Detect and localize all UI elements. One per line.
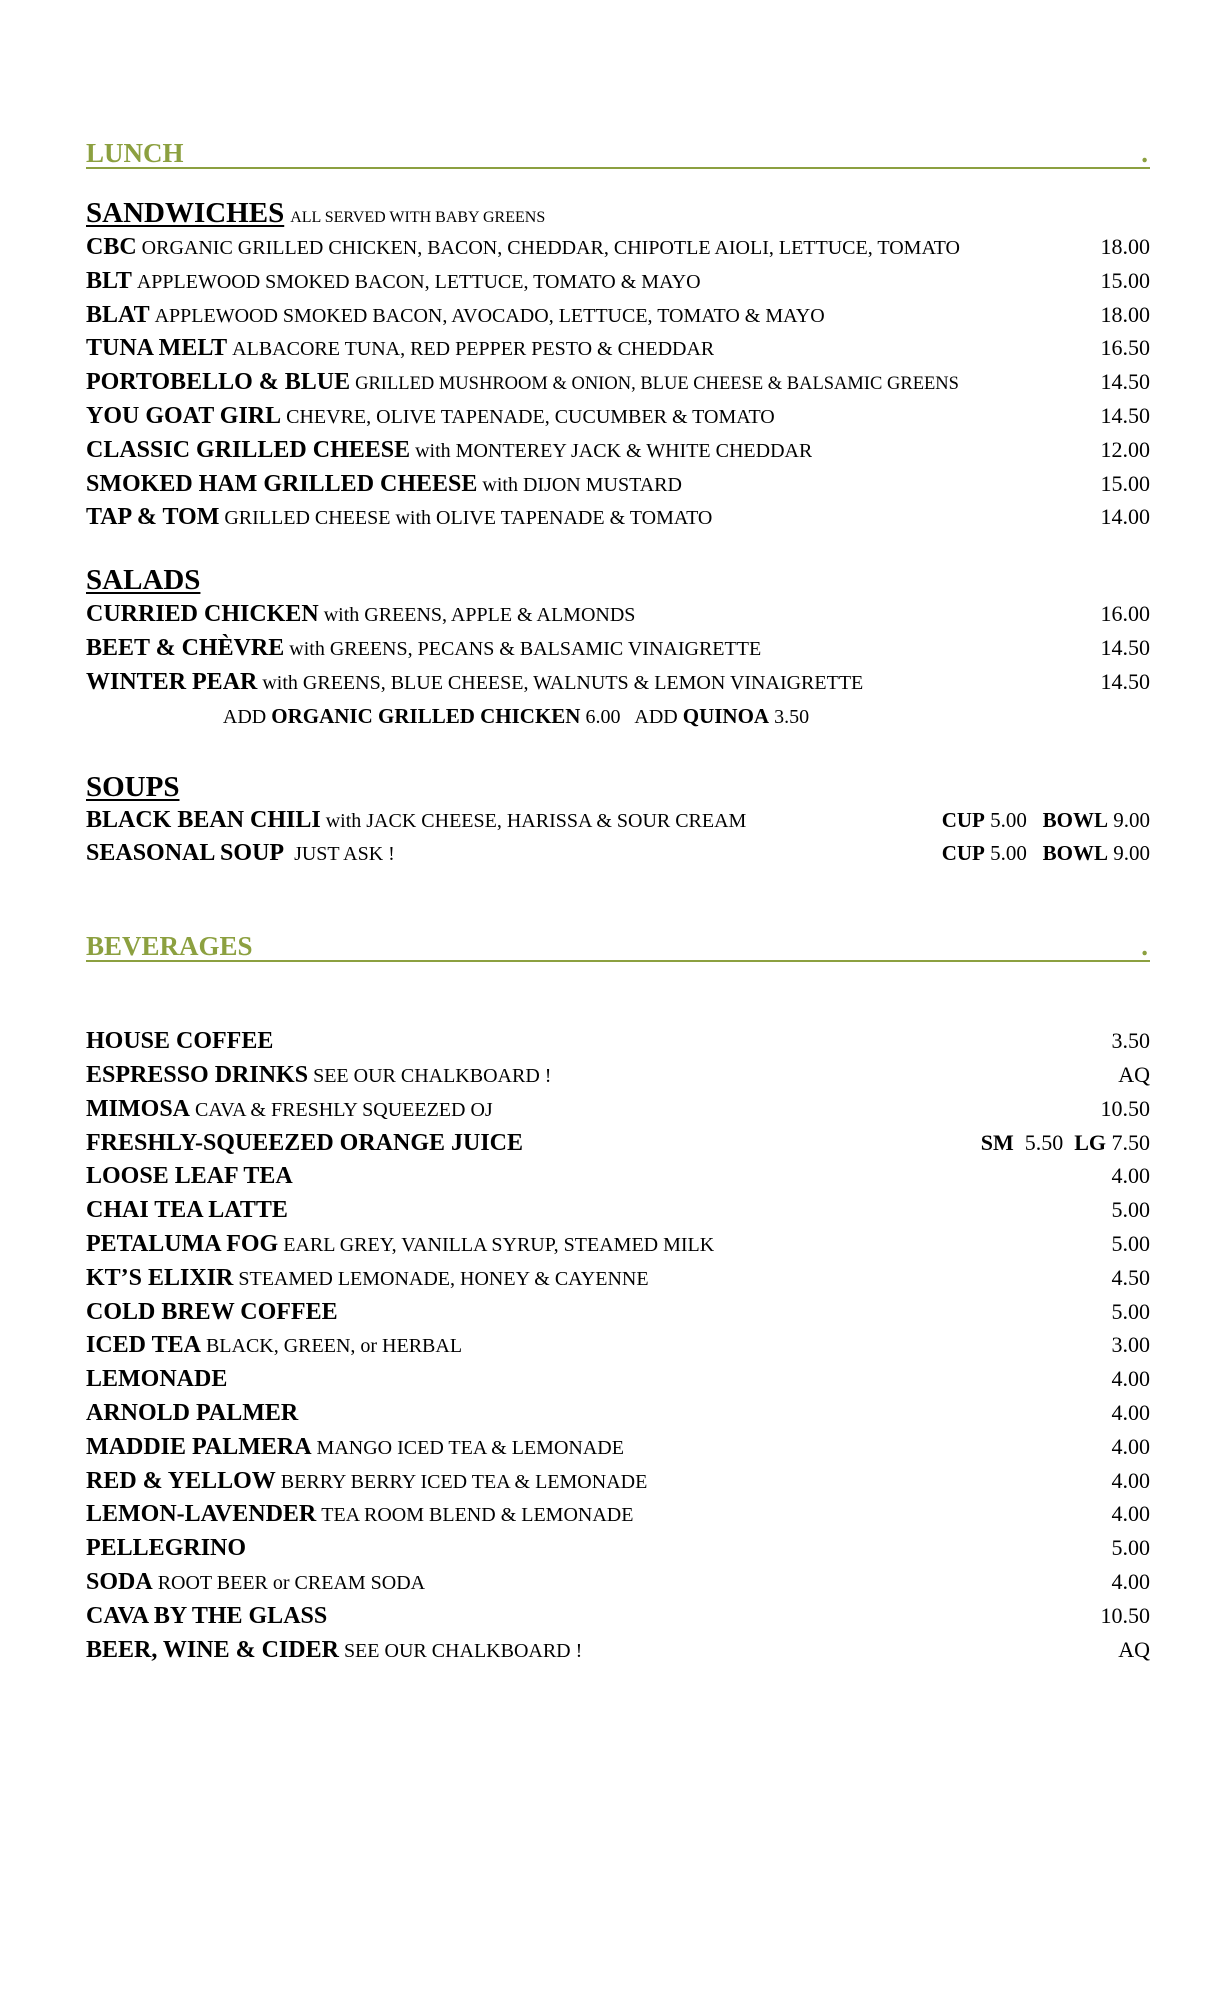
item-name: MADDIE PALMERA [86,1433,312,1460]
salad-addons [106,699,926,733]
item-name: BLACK BEAN CHILI [86,806,321,833]
item-price: 18.00 [1100,301,1150,327]
sm-label: SM [980,1129,1014,1155]
item-price: 15.00 [1100,470,1150,496]
sandwiches-list [86,230,1150,534]
item-name: SODA [86,1568,153,1595]
item-desc: APPLEWOOD SMOKED BACON, LETTUCE, TOMATO & MAYO [136,270,701,293]
lunch-heading [86,140,1150,169]
menu-item [86,1295,1150,1329]
item-price: 5.00 [1111,1535,1150,1561]
sandwiches-heading [86,197,1150,230]
menu-item [86,1599,1150,1633]
item-name: MIMOSA [86,1095,190,1122]
item-name: BEET & CHÈVRE [86,634,285,661]
item-price: 12.00 [1100,436,1150,462]
item-name: CLASSIC GRILLED CHEESE [86,436,411,463]
item-desc: GRILLED MUSHROOM & ONION, BLUE CHEESE & BALSAMIC GREENS [355,374,959,395]
item-price: 4.00 [1111,1399,1150,1425]
menu-item [86,1193,1150,1227]
item-name: LEMON-LAVENDER [86,1501,317,1528]
item-name: CHAI TEA LATTE [86,1197,288,1224]
item-name: TUNA MELT [86,335,228,362]
menu-item [86,467,1150,501]
soups-list [86,804,1150,872]
item-price: 18.00 [1100,234,1150,259]
item-name: LOOSE LEAF TEA [86,1163,293,1190]
salads-list [86,597,1150,732]
item-price: 4.00 [1111,1467,1150,1493]
menu-item [86,1092,1150,1126]
menu-page [86,140,1150,1666]
salads-title: SALADS [86,564,201,597]
menu-item [86,298,1150,332]
menu-item [86,665,1150,699]
item-price: 15.00 [1100,267,1150,293]
menu-item [86,837,1150,871]
size-prices [981,1126,1150,1160]
item-name: HOUSE COFFEE [86,1028,274,1055]
cup-label: CUP [941,841,985,866]
sm-price: 5.50 [1024,1129,1064,1155]
item-desc: with GREENS, APPLE & ALMONDS [323,604,636,627]
addon-quinoa-price: 3.50 [774,705,810,728]
item-desc: with MONTEREY JACK & WHITE CHEDDAR [415,439,813,462]
item-price: AQ [1118,1061,1150,1087]
item-price: 16.00 [1100,601,1150,627]
item-price: 14.50 [1100,369,1150,395]
beverages-heading-end: . [1141,931,1148,962]
item-name: PORTOBELLO & BLUE [86,369,351,396]
cup-price: 5.00 [990,807,1027,832]
item-name: ICED TEA [86,1332,201,1359]
menu-item [86,1464,1150,1498]
menu-item [86,230,1150,264]
bowl-price: 9.00 [1113,807,1150,832]
item-price: AQ [1118,1636,1150,1662]
item-desc: CHEVRE, OLIVE TAPENADE, CUCUMBER & TOMATO [286,405,775,428]
item-desc: BERRY BERRY ICED TEA & LEMONADE [280,1470,648,1493]
item-name: ESPRESSO DRINKS [86,1061,309,1088]
item-desc: SEE OUR CHALKBOARD ! [343,1639,583,1662]
beverages-heading-text: BEVERAGES [86,931,253,962]
item-price: 5.00 [1111,1230,1150,1256]
item-name: BLAT [86,301,150,328]
menu-item [86,804,1150,838]
beverages-list [86,1024,1150,1666]
item-price: 4.50 [1111,1264,1150,1290]
soup-prices [942,804,1150,838]
bowl-label: BOWL [1042,807,1108,832]
item-name: BEER, WINE & CIDER [86,1636,339,1663]
menu-item [86,1497,1150,1531]
item-desc: BLACK, GREEN, or HERBAL [205,1335,463,1358]
salads-heading [86,564,1150,597]
item-name: WINTER PEAR [86,668,258,695]
soups-title: SOUPS [86,770,180,803]
menu-item [86,331,1150,365]
bowl-price: 9.00 [1113,841,1150,866]
menu-item [86,1024,1150,1058]
item-desc: SEE OUR CHALKBOARD ! [313,1064,552,1087]
item-name: ARNOLD PALMER [86,1399,299,1426]
menu-item [86,1328,1150,1362]
item-price: 4.00 [1111,1568,1150,1594]
item-desc: JUST ASK ! [294,843,395,866]
item-name: KT’S ELIXIR [86,1264,234,1291]
item-name: TAP & TOM [86,504,220,531]
menu-item [86,597,1150,631]
item-name: FRESHLY-SQUEEZED ORANGE JUICE [86,1129,524,1156]
item-price: 14.00 [1100,504,1150,530]
beverages-heading [86,933,1150,962]
item-desc: with JACK CHEESE, HARISSA & SOUR CREAM [325,809,747,832]
menu-item [86,1126,1150,1160]
item-price: 4.00 [1111,1366,1150,1392]
lg-price: 7.50 [1111,1129,1150,1155]
item-price: 5.00 [1111,1197,1150,1223]
bowl-label: BOWL [1042,841,1108,866]
item-name: RED & YELLOW [86,1467,276,1494]
menu-item [86,264,1150,298]
menu-item [86,500,1150,534]
item-desc: CAVA & FRESHLY SQUEEZED OJ [195,1098,493,1121]
item-name: SEASONAL SOUP [86,840,285,867]
item-price: 4.00 [1111,1433,1150,1459]
menu-item [86,1261,1150,1295]
item-desc: MANGO ICED TEA & LEMONADE [316,1436,624,1459]
item-desc: ROOT BEER or CREAM SODA [157,1571,426,1594]
item-desc: TEA ROOM BLEND & LEMONADE [321,1504,634,1527]
item-desc: with GREENS, BLUE CHEESE, WALNUTS & LEMON VINAIGRETTE [262,671,864,694]
item-name: CBC [86,234,137,260]
soup-prices [942,837,1150,871]
item-price: 10.50 [1100,1602,1150,1628]
addon-chicken: ORGANIC GRILLED CHICKEN [271,703,581,728]
item-desc: with GREENS, PECANS & BALSAMIC VINAIGRETTE [289,637,762,660]
item-price: 3.50 [1111,1028,1150,1054]
item-desc: with DIJON MUSTARD [482,473,682,496]
item-desc: ALBACORE TUNA, RED PEPPER PESTO & CHEDDAR [232,338,715,361]
menu-item [86,1362,1150,1396]
item-name: CAVA BY THE GLASS [86,1602,328,1629]
menu-item [86,1159,1150,1193]
soups-heading [86,771,1150,804]
menu-item [86,1531,1150,1565]
item-price: 4.00 [1111,1501,1150,1527]
item-desc: STEAMED LEMONADE, HONEY & CAYENNE [238,1267,649,1290]
addon-label: ADD [634,705,678,728]
item-price: 5.00 [1111,1298,1150,1324]
item-price: 4.00 [1111,1163,1150,1189]
item-name: PETALUMA FOG [86,1230,279,1257]
menu-item [86,433,1150,467]
item-name: COLD BREW COFFEE [86,1298,338,1325]
addon-chicken-price: 6.00 [585,705,621,728]
item-price: 3.00 [1111,1332,1150,1358]
item-name: YOU GOAT GIRL [86,402,282,429]
sandwiches-note: ALL SERVED WITH BABY GREENS [290,209,546,226]
item-name: PELLEGRINO [86,1535,247,1562]
menu-item [86,399,1150,433]
item-desc: EARL GREY, VANILLA SYRUP, STEAMED MILK [283,1233,715,1256]
menu-item [86,1565,1150,1599]
item-price: 10.50 [1100,1095,1150,1121]
sandwiches-title: SANDWICHES [86,197,285,229]
menu-item [86,365,1150,399]
addon-quinoa: QUINOA [682,703,770,728]
lunch-heading-text: LUNCH [86,138,184,168]
menu-item [86,631,1150,665]
lg-label: LG [1074,1129,1106,1155]
item-name: CURRIED CHICKEN [86,601,319,628]
lunch-heading-end: . [1141,138,1148,168]
item-desc: GRILLED CHEESE with OLIVE TAPENADE & TOMATO [224,507,713,530]
menu-item [86,1227,1150,1261]
menu-item [86,1058,1150,1092]
cup-price: 5.00 [990,841,1027,866]
menu-item [86,1396,1150,1430]
item-price: 16.50 [1100,335,1150,361]
item-price: 14.50 [1100,634,1150,660]
item-desc: APPLEWOOD SMOKED BACON, AVOCADO, LETTUCE, TOMATO & MAYO [154,304,825,327]
cup-label: CUP [941,807,985,832]
item-name: SMOKED HAM GRILLED CHEESE [86,470,478,497]
item-desc: ORGANIC GRILLED CHICKEN, BACON, CHEDDAR, CHIPOTLE AIOLI, LETTUCE, TOMATO [141,237,960,259]
item-price: 14.50 [1100,402,1150,428]
item-price: 14.50 [1100,668,1150,694]
menu-item [86,1633,1150,1667]
addon-label: ADD [222,705,267,728]
menu-item [86,1430,1150,1464]
item-name: LEMONADE [86,1366,228,1393]
item-name: BLT [86,267,132,294]
